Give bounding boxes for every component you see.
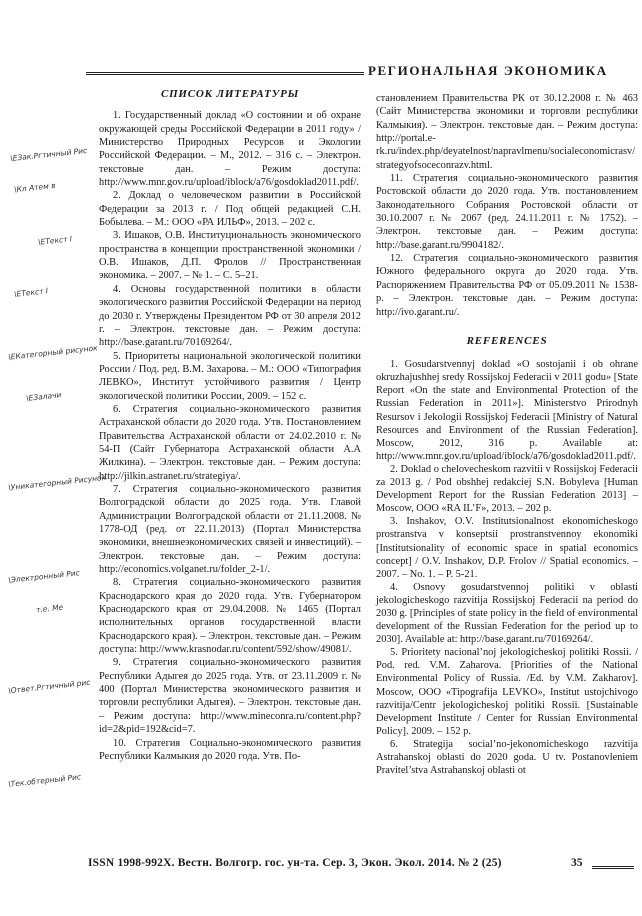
reference-item: 5. Приоритеты национальной экологической политики России / Под. ред. В.М. Захарова. – М.: ООО «Типография ЛЕВКО», Институт устойчивого развития / Центр экологической политики России, 2009. – 152 с. (99, 350, 361, 402)
footer-rule (592, 866, 634, 869)
margin-annotation: \Уникатегорный Рисунок (7, 472, 107, 493)
reference-item: 6. Стратегия социально-экономического развития Астраханской области до 2020 года. Утв. Постановлением Правительства Астраханской области от 24.02.2010 г. № 54-П (Сайт Губернатора Астраханской области А.А Жилкина). – Электрон. текстовые дан. – Режим доступа: http://jilkin.astranet.ru/strategiya/. (99, 403, 361, 482)
reference-item: 2. Доклад о человеческом развитии в Российской Федерации за 2013 г. / Под общей редакцией С.Н. Бобылева. – М.: ООО «РА ИЛЬФ», 2013. – 202 с. (99, 190, 361, 229)
page-number: 35 (571, 857, 583, 869)
margin-annotation: \ЕЗак.Ргтичный Рис (9, 145, 88, 164)
reference-item: 4. Основы государственной политики в области экологического развития Российской Федерации на период до 2030 г. Утверждены Президентом РФ от 30 апреля 2012 г. – Электрон. текстовые дан. – Режим доступа: http://base.garant.ru/70169264/. (99, 283, 361, 349)
reference-item: 4. Osnovy gosudarstvennoj politiki v oblasti jekologicheskogo razvitija Rossijskoj Federacii na period do 2030 g. [Principles of state policy in the field of environmental development of the Russian Federation for the period up to 2030]. Available at: http://base.garant.ru/70169264/. (376, 581, 638, 646)
section-title-references-en: REFERENCES (466, 334, 548, 347)
section-title-references-ru: СПИСОК ЛИТЕРАТУРЫ (160, 88, 300, 100)
reference-item: 5. Prioritety nacional’noj jekologicheskoj politiki Rossii. / Pod. red. V.M. Zaharova. [Priorities of the National Environmental Policy of Russia. /Ed. by V.M. Zakharov]. Moscow, OOO «Tipografija LEVKO», Institut ustojchivogo razvitija/Centr jekologicheskoj politiki Rossii. [Sustainable Development Institute / Center for Russian Environmental Policy]. 2009. – 152 p. (376, 647, 638, 737)
running-header: РЕГИОНАЛЬНАЯ ЭКОНОМИКА (368, 63, 608, 78)
margin-annotation: т.е. Ме (35, 602, 64, 615)
reference-item: 1. Gosudarstvennyj doklad «O sostojanii i ob ohrane okruzhajushhej sredy Rossijskoj Federacii v 2011 godu» [State Report «On the state and Environmental Protection of the Russian Federation in 2011»]. Ministerstvo Prirodnyh Resursov i Jekologii Rossijskoj Federacii [Ministry of Natural Resources and Environment of the Russian Federation]. Moscow, 2012, 316 p. Available at: http://www.mnr.gov.ru/upload/iblock/a76/gosdoklad2011.pdf/. (376, 359, 638, 462)
margin-annotation: \Ответ.Ргтичный рис (7, 677, 91, 696)
margin-annotation: \Кл Атем в (13, 180, 56, 195)
reference-item: 6. Strategija social’no-jekonomicheskogo razvitija Astrahanskoj oblasti do 2020 goda. U tv. Postanovleniem Pravitel’stva Astrahanskoj oblasti ot (376, 738, 638, 777)
reference-item: становлением Правительства РК от 30.12.2008 г. № 463 (Сайт Министерства экономики и торговли республики Калмыкия). – Электрон. текстовые дан. – Режим доступа: http://portal.e-rk.ru/index.php/deyatelnost/napravlmenu/socialeconomicrasv/strategyofsoceconrazv.html. (376, 93, 638, 171)
footer-citation: ISSN 1998-992X. Вестн. Волгогр. гос. ун-та. Сер. 3, Экон. Экол. 2014. № 2 (25) (88, 857, 502, 869)
margin-annotation: \Тек.обтерный Рис (7, 772, 82, 789)
right-column (376, 92, 638, 777)
reference-item: 11. Стратегия социально-экономического развития Ростовской области до 2020 года. Утв. постановлением Законодательного Собрания Ростовской области от 30.10.2007 г. № 2067 (ред. 24.11.2011 г. № 1752). – Электрон. текстовые дан. – Режим доступа: http://base.garant.ru/9904182/. (376, 173, 638, 251)
left-column (99, 88, 361, 763)
reference-item: 8. Стратегия социально-экономического развития Краснодарского края до 2020 года. Утв. Губернатором Краснодарского края от 29.04.2008. № 1465 (Портал исполнительных органов государственной власти Краснодарского края). – Электрон. текстовые дан. – Режим доступа: http://www.krasnodar.ru/content/592/show/49081/. (99, 577, 361, 656)
margin-annotation: \ЕТекст I (13, 286, 49, 299)
margin-annotation: \ЕКатегорный рисунок (7, 343, 98, 362)
reference-item: 12. Стратегия социально-экономического развития Южного федерального округа до 2020 года. Утв. Распоряжением Правительства РФ от 05.09.2011 № 1538-р. – Электрон. текстовые дан. – Режим доступа: http://ivo.garant.ru/. (376, 253, 638, 318)
reference-item: 3. Ишаков, О.В. Институциональность экономического пространства в концепции пространственной экономики / О.В. Ишаков, Д.П. Фролов // Пространственная экономика. – 2007. – № 1. – С. 5–21. (99, 230, 361, 282)
reference-item: 10. Стратегия Социально-экономического развития Республики Калмыкия до 2020 года. Утв. По- (99, 737, 361, 762)
margin-annotation: \ЕЗалачи (25, 390, 62, 403)
reference-item: 1. Государственный доклад «О состоянии и об охране окружающей среды Российской Федерации в 2011 году» / Министерство Природных Ресурсов и Экологии Российской Федерации. – М., 2012. – 316 с. – Электрон. текстовые дан. – Режим доступа: http://www.mnr.gov.ru/upload/iblock/a76/gosdoklad2011.pdf/. (99, 110, 361, 189)
margin-annotation: \Электронный Рис (7, 568, 81, 585)
reference-item: 3. Inshakov, O.V. Institutsionalnost ekonomicheskogo prostranstva v konseptsii prostranstvennoy ekonomiki [Institutsionality of economic space in spatial economics concept] / O.V. Inshakov, D.P. Frolov // Spatial economics. – 2007. – No. 1. – P. 5-21. (376, 516, 638, 580)
margin-annotation: \ЕТекст I (37, 234, 73, 247)
reference-item: 7. Стратегия социально-экономического развития Волгоградской области до 2025 года. Утв. Главой Администрации Волгоградской области от 21.11.2008. № 1778-ОД (ред. от 22.11.2013) (Портал Министерства экономики, внешнеэкономических связей и инвестиций). – Электрон. текстовые дан. – Режим доступа: http://economics.volganet.ru/folder_2-1/. (99, 483, 361, 576)
header-rule (86, 72, 364, 75)
reference-item: 2. Doklad o chelovecheskom razvitii v Rossijskoj Federacii za 2013 g. / Pod obshhej redakciej S.N. Bobyleva [Human Development Report for the Russian Federation 2013] – Moscow, OOO «RA IL’F», 2013. – 202 p. (376, 463, 638, 515)
reference-item: 9. Стратегия социально-экономического развития Республики Адыгея до 2025 года. Утв. от 23.11.2009 г. № 400 (Портал Министерства экономического развития и торговли республики Адыгея). – Электрон. текстовые дан. – Режим доступа: http://www.mineconra.ru/content.php?id=2&pid=192&cid=7. (99, 657, 361, 736)
